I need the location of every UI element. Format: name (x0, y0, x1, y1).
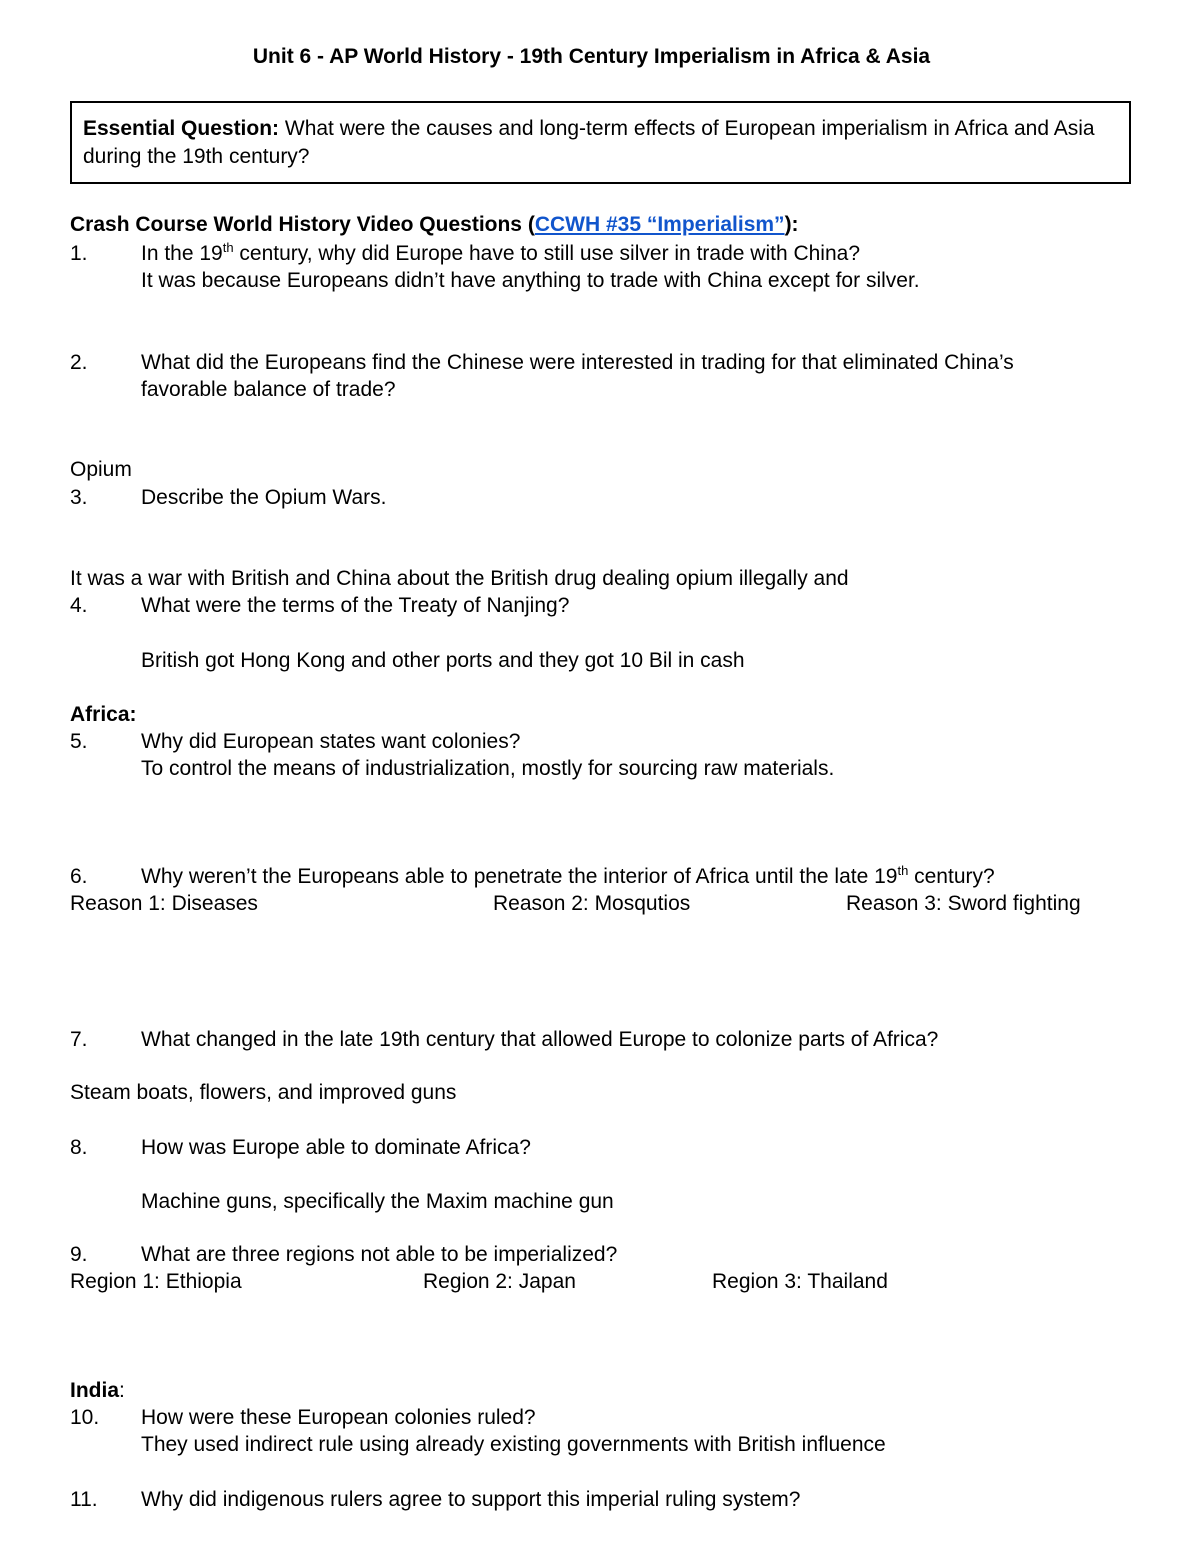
india-heading-colon: : (119, 1379, 125, 1402)
q9-region-1: Region 1: Ethiopia (70, 1270, 242, 1293)
q2-text-line2: favorable balance of trade? (141, 378, 396, 401)
q5-answer: To control the means of industrialization, mostly for sourcing raw materials. (141, 757, 835, 780)
q4-answer: British got Hong Kong and other ports and they got 10 Bil in cash (141, 649, 745, 672)
q9-number: 9. (70, 1243, 88, 1266)
q11-number: 11. (70, 1488, 98, 1511)
q9-text: What are three regions not able to be imperialized? (141, 1243, 618, 1266)
video-questions-heading (70, 211, 799, 238)
india-heading-text: India (70, 1379, 120, 1402)
q4-text: What were the terms of the Treaty of Nanjing? (141, 594, 570, 617)
q7-number: 7. (70, 1028, 88, 1051)
essential-question-label: Essential Question: (83, 117, 280, 140)
q2-text-line1: What did the Europeans find the Chinese were interested in trading for that eliminated China’s (141, 351, 1014, 374)
india-heading (70, 1377, 125, 1404)
q10-text: How were these European colonies ruled? (141, 1406, 536, 1429)
q3-number: 3. (70, 486, 88, 509)
q8-number: 8. (70, 1136, 88, 1159)
q1-answer: It was because Europeans didn’t have anything to trade with China except for silver. (141, 269, 920, 292)
q6-number: 6. (70, 865, 88, 888)
q8-text: How was Europe able to dominate Africa? (141, 1136, 531, 1159)
q6-reason-2: Reason 2: Mosqutios (493, 892, 691, 915)
page-title: Unit 6 - AP World History - 19th Century Imperialism in Africa & Asia (252, 45, 931, 68)
q1-text-b: century, why did Europe have to still use silver in trade with China? (233, 242, 860, 265)
q9-region-2: Region 2: Japan (423, 1270, 576, 1293)
q6-text-b: century? (908, 865, 995, 888)
q10-number: 10. (70, 1406, 100, 1429)
heading-prefix: Crash Course World History Video Questions ( (70, 213, 535, 236)
ccwh-video-link[interactable]: CCWH #35 “Imperialism” (534, 213, 785, 236)
q6-reason-1: Reason 1: Diseases (70, 892, 258, 915)
q6-text-a: Why weren’t the Europeans able to penetrate the interior of Africa until the late 19 (141, 865, 898, 888)
q7-answer: Steam boats, flowers, and improved guns (70, 1081, 457, 1104)
q10-answer: They used indirect rule using already existing governments with British influence (141, 1433, 886, 1456)
essential-question-box (70, 101, 1131, 184)
q5-number: 5. (70, 730, 88, 753)
q2-number: 2. (70, 351, 88, 374)
q2-answer: Opium (70, 458, 132, 481)
q9-region-3: Region 3: Thailand (712, 1270, 888, 1293)
q1-text (141, 240, 860, 267)
essential-question-text: What were the causes and long-term effects of European imperialism in Africa and Asia during the 19th century? (83, 117, 1095, 168)
q5-text: Why did European states want colonies? (141, 730, 521, 753)
q6-sup: th (897, 863, 909, 878)
africa-heading: Africa: (70, 703, 137, 726)
q4-number: 4. (70, 594, 88, 617)
q1-sup: th (222, 240, 234, 255)
essential-question (83, 115, 1113, 171)
q3-answer: It was a war with British and China about the British drug dealing opium illegally and (70, 567, 849, 590)
q8-answer: Machine guns, specifically the Maxim machine gun (141, 1190, 614, 1213)
q6-text (141, 863, 995, 890)
q1-text-a: In the 19 (141, 242, 223, 265)
q6-reason-3: Reason 3: Sword fighting (846, 892, 1081, 915)
q1-number: 1. (70, 242, 88, 265)
q11-text: Why did indigenous rulers agree to support this imperial ruling system? (141, 1488, 801, 1511)
q7-text: What changed in the late 19th century that allowed Europe to colonize parts of Africa? (141, 1028, 939, 1051)
q3-text: Describe the Opium Wars. (141, 486, 387, 509)
heading-suffix: ): (784, 213, 799, 236)
